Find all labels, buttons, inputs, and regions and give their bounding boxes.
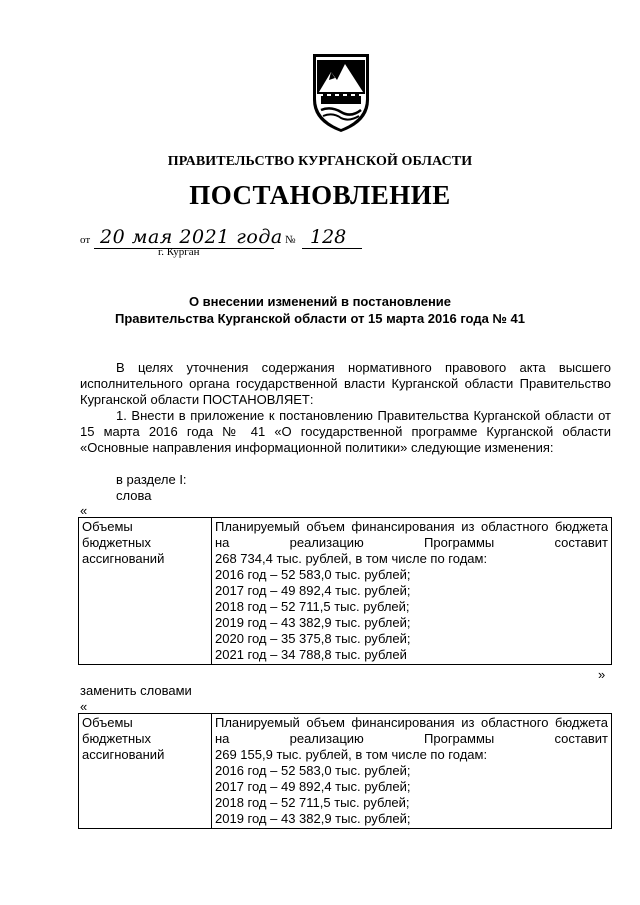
- city-label: г. Курган: [158, 246, 200, 258]
- replace-label: заменить словами: [80, 683, 192, 698]
- document-title: [0, 293, 640, 327]
- table-value-cell: [212, 518, 612, 665]
- coat-of-arms-emblem: [309, 50, 373, 134]
- close-quote-1: »: [598, 667, 606, 682]
- year-line: 2018 год – 52 711,5 тыс. рублей;: [215, 599, 410, 614]
- financing-total: 269 155,9 тыс. рублей, в том числе по годам:: [215, 747, 488, 762]
- open-quote-2: «: [80, 699, 88, 714]
- paragraph-preamble: В целях уточнения содержания нормативного правового акта высшего исполнительного органа государственной власти Курганской области Правительство Курганской области ПОСТАНОВЛЯЕТ:: [80, 360, 611, 407]
- title-line-2: Правительства Курганской области от 15 марта 2016 года № 41: [114, 311, 525, 326]
- table-value-cell: [212, 714, 612, 829]
- label-line: бюджетных: [82, 731, 151, 746]
- year-line: 2019 год – 43 382,9 тыс. рублей;: [215, 615, 411, 630]
- table-row: [79, 714, 612, 829]
- label-line: бюджетных: [82, 535, 151, 550]
- handwritten-number: 128: [310, 226, 347, 248]
- year-line: 2019 год – 43 382,9 тыс. рублей;: [215, 811, 411, 826]
- handwritten-date: 20 мая 2021 года: [100, 226, 283, 248]
- label-line: ассигнований: [82, 747, 165, 762]
- paragraph-item-1: 1. Внести в приложение к постановлению Правительства Курганской области от 15 марта 2016 года № 41 «О государственной программе Курганской области «Основные направления информационной политики» следующие изменения:: [80, 408, 611, 455]
- year-line: 2021 год – 34 788,8 тыс. рублей: [215, 647, 407, 662]
- document-type: ПОСТАНОВЛЕНИЕ: [189, 180, 451, 210]
- year-line: 2016 год – 52 583,0 тыс. рублей;: [215, 763, 411, 778]
- number-underline: [302, 248, 362, 249]
- table-label-cell: [79, 518, 212, 665]
- organization-name: ПРАВИТЕЛЬСТВО КУРГАНСКОЙ ОБЛАСТИ: [167, 154, 473, 169]
- section-label: в разделе I:: [116, 472, 187, 487]
- open-quote-1: «: [80, 503, 88, 518]
- label-line: Объемы: [82, 715, 133, 730]
- date-number-line: [80, 224, 380, 254]
- words-label: слова: [116, 488, 152, 503]
- table-label-cell: [79, 714, 212, 829]
- financing-total: 268 734,4 тыс. рублей, в том числе по годам:: [215, 551, 488, 566]
- year-line: 2016 год – 52 583,0 тыс. рублей;: [215, 567, 411, 582]
- table-row: [79, 518, 612, 665]
- year-line: 2020 год – 35 375,8 тыс. рублей;: [215, 631, 411, 646]
- financing-intro: Планируемый объем финансирования из областного бюджета на реализацию Программы составит: [215, 519, 608, 550]
- date-prefix: от: [80, 234, 91, 246]
- number-prefix: №: [285, 234, 296, 246]
- budget-table-new: [78, 713, 612, 829]
- label-line: Объемы: [82, 519, 133, 534]
- year-line: 2017 год – 49 892,4 тыс. рублей;: [215, 583, 411, 598]
- label-line: ассигнований: [82, 551, 165, 566]
- year-line: 2017 год – 49 892,4 тыс. рублей;: [215, 779, 411, 794]
- title-line-1: О внесении изменений в постановление: [188, 294, 452, 309]
- financing-intro: Планируемый объем финансирования из областного бюджета на реализацию Программы составит: [215, 715, 608, 746]
- budget-table-old: [78, 517, 612, 665]
- year-line: 2018 год – 52 711,5 тыс. рублей;: [215, 795, 410, 810]
